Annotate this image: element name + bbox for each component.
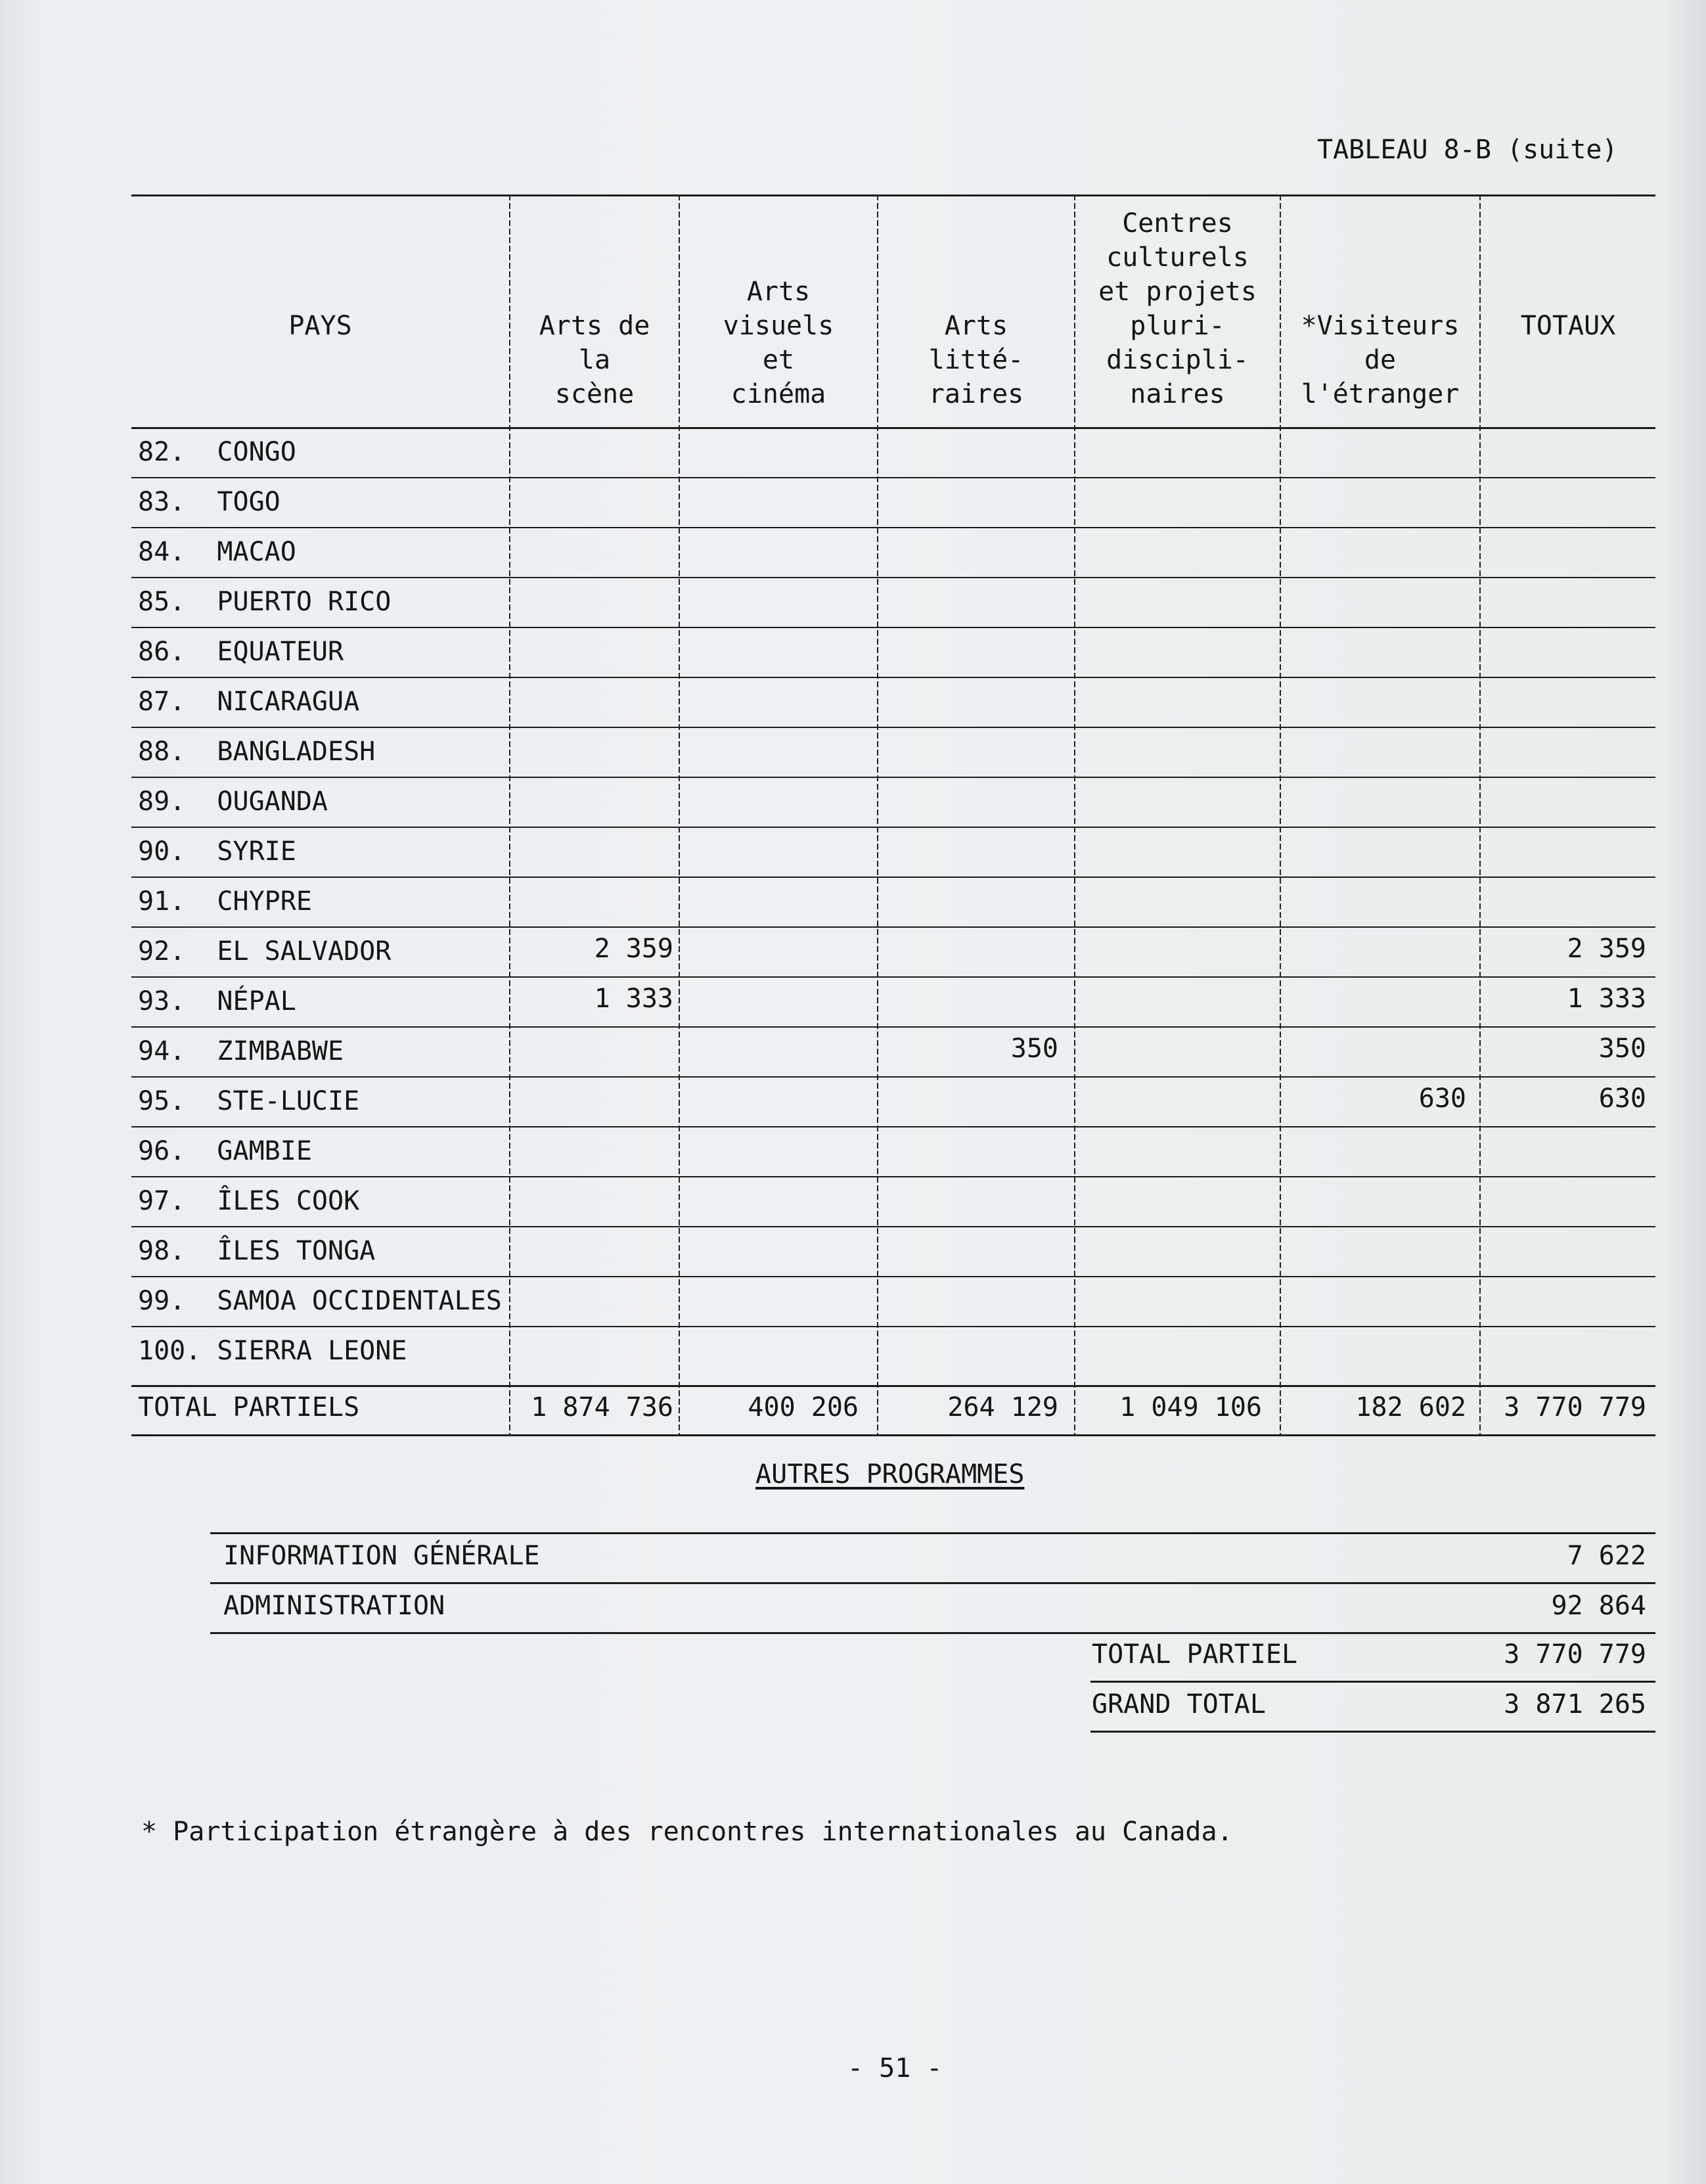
rule-totals-top [131,1385,1655,1387]
row-country: 82. CONGO [138,437,296,467]
rule-summary-bottom [1090,1731,1655,1733]
row-country: 95. STE-LUCIE [138,1086,360,1116]
row-country: 97. ÎLES COOK [138,1186,360,1216]
row-totaux-value: 350 [1598,1034,1646,1064]
rule-info-bottom [210,1582,1655,1584]
row-rule [131,1126,1655,1127]
row-country: 91. CHYPRE [138,886,312,917]
header-pays: PAYS [288,311,352,341]
header-arts-litteraires: Arts litté- raires [928,311,1024,409]
row-country: 88. BANGLADESH [138,737,376,767]
row-rule [131,777,1655,778]
row-rule [131,527,1655,528]
row-rule [131,1226,1655,1227]
row-totaux-value: 2 359 [1567,934,1646,964]
grand-total-label: GRAND TOTAL [1092,1689,1266,1719]
rule-admin-bottom [210,1632,1655,1634]
row-country: 89. OUGANDA [138,786,328,817]
page-number: - 51 - [847,2053,943,2083]
rule-header-bottom [131,427,1655,429]
administration-value: 92 864 [1551,1591,1646,1621]
info-generale-label: INFORMATION GÉNÉRALE [223,1541,540,1571]
row-rule [131,677,1655,678]
row-country: 87. NICARAGUA [138,687,360,717]
row-country: 99. SAMOA OCCIDENTALES [138,1286,502,1316]
header-arts-scene: Arts de la scène [539,311,650,409]
row-country: 96. GAMBIE [138,1136,312,1166]
header-visiteurs: *Visiteurs de l'étranger [1301,311,1460,409]
row-rule [131,627,1655,628]
totals-visiteurs: 182 602 [1355,1392,1466,1422]
row-country: 100. SIERRA LEONE [138,1336,407,1366]
row-rule [131,1176,1655,1177]
row-country: 86. EQUATEUR [138,637,344,667]
row-visiteurs-value: 630 [1418,1083,1466,1114]
row-rule [131,1076,1655,1078]
row-country: 85. PUERTO RICO [138,587,392,617]
totals-totaux: 3 770 779 [1504,1392,1646,1422]
totals-centres: 1 049 106 [1119,1392,1262,1422]
row-rule [131,827,1655,828]
totals-scene: 1 874 736 [531,1392,673,1422]
header-arts-visuels: Arts visuels et cinéma [723,277,834,409]
totals-litteraires: 264 129 [947,1392,1058,1422]
footnote: * Participation étrangère à des rencontres internationales au Canada. [141,1817,1233,1847]
row-rule [131,926,1655,928]
row-scene-value: 2 359 [594,934,673,964]
administration-label: ADMINISTRATION [223,1591,445,1621]
row-rule [131,976,1655,978]
row-rule [131,1026,1655,1028]
header-totaux: TOTAUX [1520,311,1616,341]
totals-visuels: 400 206 [748,1392,859,1422]
table-title: TABLEAU 8-B (suite) [1317,135,1618,165]
row-country: 93. NÉPAL [138,986,296,1016]
row-rule [131,577,1655,578]
col-sep-6 [1479,194,1481,1434]
row-country: 98. ÎLES TONGA [138,1236,376,1266]
row-country: 92. EL SALVADOR [138,936,392,967]
totals-label: TOTAL PARTIELS [138,1392,360,1422]
row-country: 94. ZIMBABWE [138,1036,344,1066]
row-scene-value: 1 333 [594,984,673,1014]
row-country: 90. SYRIE [138,836,296,867]
row-country: 83. TOGO [138,487,281,517]
row-litteraires-value: 350 [1010,1034,1058,1064]
total-partiel-label: TOTAL PARTIEL [1092,1639,1298,1670]
row-rule [131,876,1655,878]
row-rule [131,477,1655,478]
rule-info-top [210,1532,1655,1534]
info-generale-value: 7 622 [1567,1541,1646,1571]
header-centres: Centres culturels et projets pluri- discipli- naires [1098,208,1257,409]
rule-top [131,194,1655,196]
row-rule [131,727,1655,728]
autres-programmes-heading: AUTRES PROGRAMMES [755,1459,1025,1490]
rule-summary-mid [1090,1681,1655,1683]
row-country: 84. MACAO [138,537,296,567]
grand-total-value: 3 871 265 [1504,1689,1646,1719]
total-partiel-value: 3 770 779 [1504,1639,1646,1670]
row-rule [131,1276,1655,1277]
rule-totals-bottom [131,1434,1655,1436]
row-totaux-value: 630 [1598,1083,1646,1114]
row-rule [131,1326,1655,1327]
row-totaux-value: 1 333 [1567,984,1646,1014]
